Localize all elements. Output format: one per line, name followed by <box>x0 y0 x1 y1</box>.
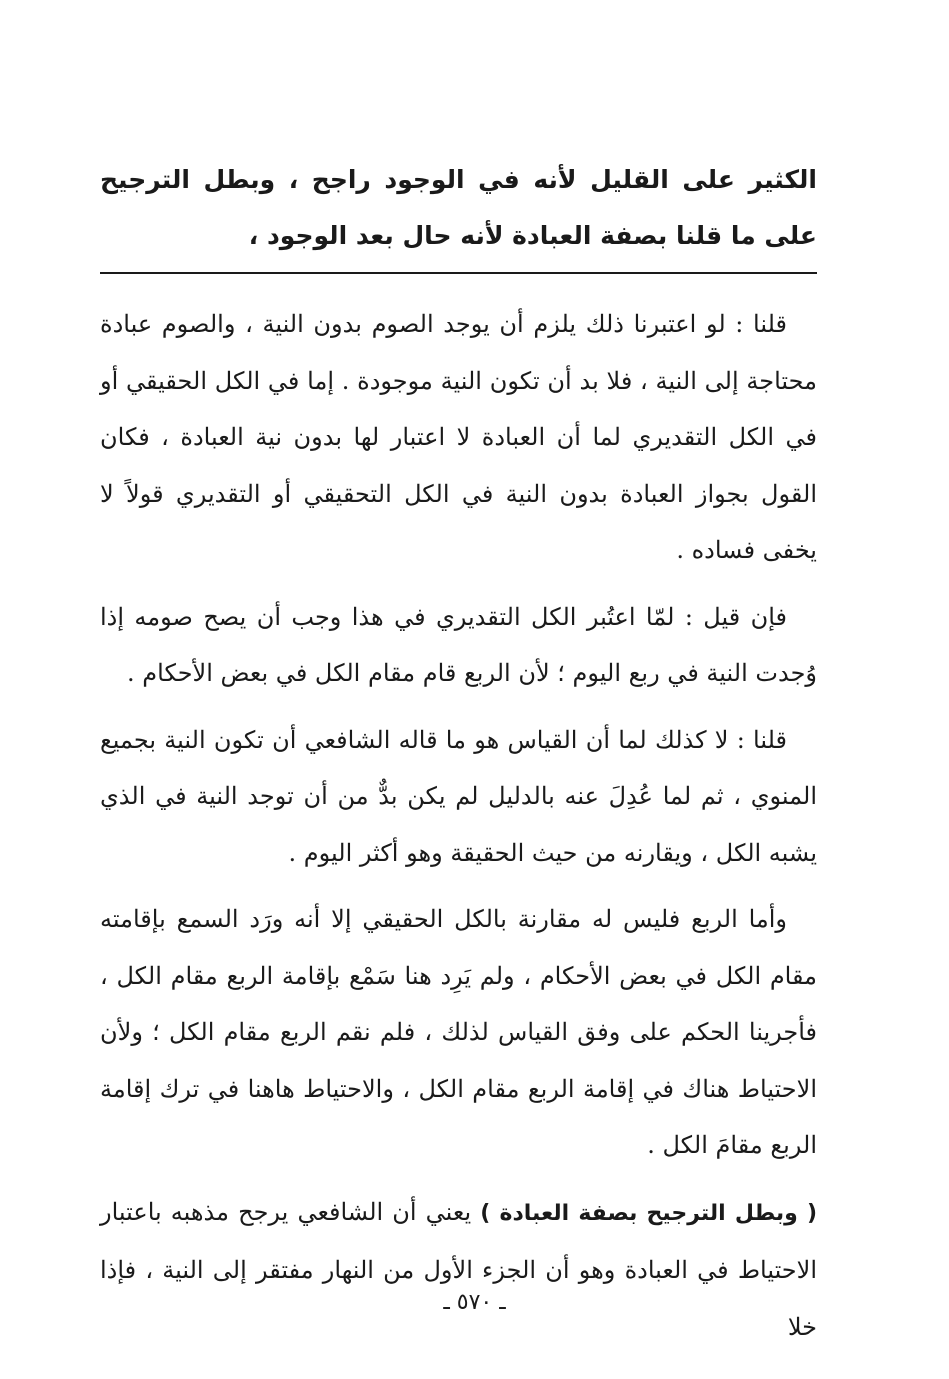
paragraph-text: يعني أن الشافعي يرجح مذهبه باعتبار الاحتياط في العبادة وهو أن الجزء الأول من النهار مفتقر إلى النية ، فإذا خلا <box>100 1197 817 1341</box>
matn-quote: ( وبطل الترجيح بصفة العبادة ) <box>480 1200 818 1226</box>
matn-separator-rule <box>100 272 817 274</box>
commentary-paragraph-5 <box>100 1184 817 1356</box>
commentary-paragraph-3 <box>100 712 817 882</box>
paragraph-text: قلنا : لا كذلك لما أن القياس هو ما قاله الشافعي أن تكون النية بجميع المنوي ، ثم لما عُدِلَ عنه بالدليل لم يكن بدٌّ من أن توجد النية في الذي يشبه الكل ، ويقارنه من حيث الحقيقة وهو أكثر اليوم . <box>100 725 817 867</box>
paragraph-text: وأما الربع فليس له مقارنة بالكل الحقيقي إلا أنه ورَد السمع بإقامته مقام الكل في بعض الأحكام ، ولم يَرِد هنا سَمْع بإقامة الربع مقام الكل ، فأجرينا الحكم على وفق القياس لذلك ، فلم نقم الربع مقام الكل ؛ ولأن الاحتياط هناك في إقامة الربع مقام الكل ، والاحتياط هاهنا في ترك إقامة الربع مقامَ الكل . <box>100 905 817 1159</box>
commentary-paragraph-1 <box>100 296 817 579</box>
sharh-commentary <box>100 296 817 1365</box>
page-number: ـ ٥٧٠ ـ <box>443 1290 506 1315</box>
matn-text: الكثير على القليل لأنه في الوجود راجح ، وبطل الترجيح على ما قلنا بصفة العبادة لأنه حال بعد الوجود ، <box>100 165 817 250</box>
paragraph-text: فإن قيل : لمّا اعتُبر الكل التقديري في هذا وجب أن يصح صومه إذا وُجدت النية في ربع اليوم ؛ لأن الربع قام مقام الكل في بعض الأحكام . <box>100 602 817 687</box>
commentary-paragraph-2 <box>100 589 817 702</box>
paragraph-text: قلنا : لو اعتبرنا ذلك يلزم أن يوجد الصوم بدون النية ، والصوم عبادة محتاجة إلى النية ، فلا بد أن تكون النية موجودة . إما في الكل الحقيقي أو في الكل التقديري لما أن العبادة لا اعتبار لها بدون نية العبادة ، فكان القول بجواز العبادة بدون النية في الكل التحقيقي أو التقديري قولاً لا يخفى فساده . <box>100 310 817 564</box>
commentary-paragraph-4 <box>100 891 817 1174</box>
